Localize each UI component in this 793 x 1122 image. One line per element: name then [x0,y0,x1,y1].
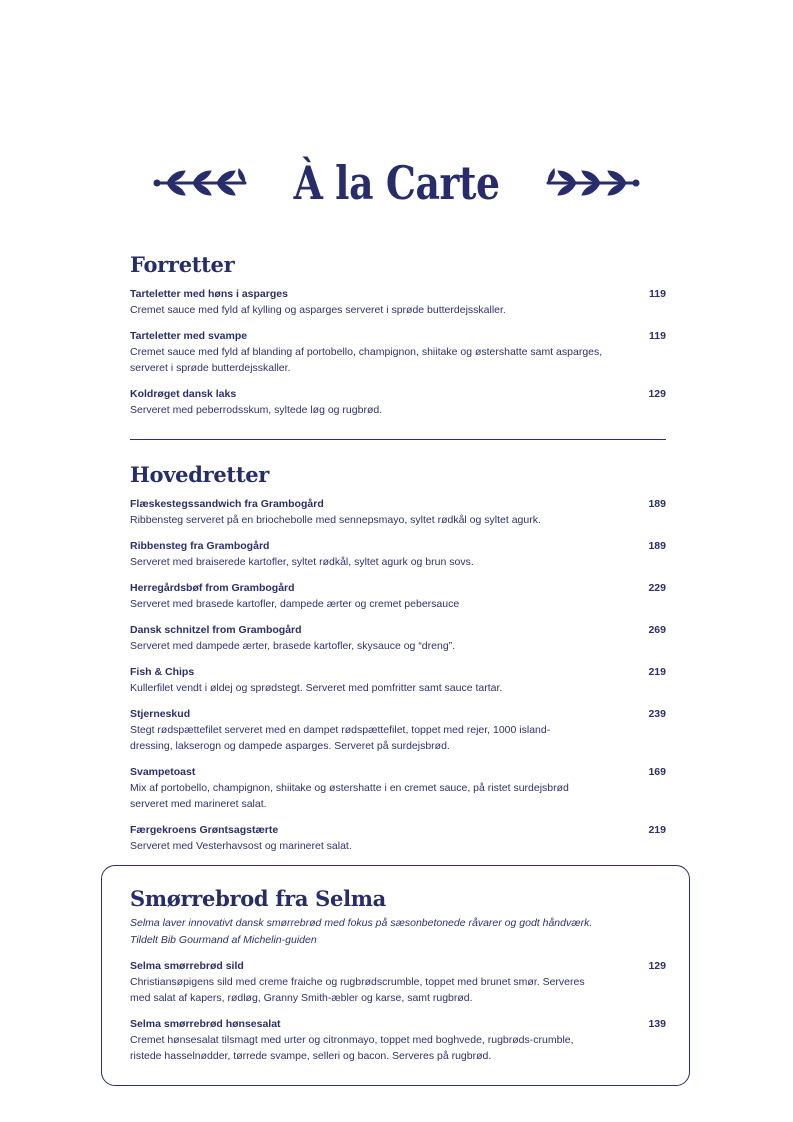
item-description: Serveret med dampede ærter, brasede kartofler, skysauce og “dreng”. [130,640,456,652]
menu-item [130,765,666,812]
item-price: 189 [648,498,666,510]
menu-item [130,623,666,654]
item-price: 139 [648,1018,666,1030]
item-name: Færgekroens Grøntsagstærte [130,824,279,836]
item-description: Christiansøpigens sild med creme fraiche og rugbrødscrumble, toppet med brunet smør. Serveres med salat af kapers, rødløg, Granny Smith-æbler og karse, samt rugbrød. [130,976,585,1004]
item-name: Dansk schnitzel from Grambogård [130,624,302,636]
item-description: Serveret med Vesterhavsost og marineret salat. [130,840,352,852]
item-price: 119 [649,330,666,342]
item-description: Cremet sauce med fyld af kylling og asparges serveret i sprøde butterdejsskaller. [130,304,506,316]
item-price: 239 [648,708,666,720]
item-price: 229 [648,582,666,594]
item-description: Stegt rødspættefilet serveret med en dampet rødspættefilet, toppet med rejer, 1000 island-dressing, lakserogn og dampede asparges. Serveret på surdejsbrød. [130,724,551,752]
section-forretter [130,252,666,429]
item-name: Tarteletter med svampe [130,330,248,342]
item-price: 169 [648,766,666,778]
item-description: Kullerfilet vendt i øldej og sprødstegt. Serveret med pomfritter samt sauce tartar. [130,682,503,694]
menu-item [130,497,666,528]
laurel-right-icon [544,163,640,203]
item-description: Cremet sauce med fyld af blanding af portobello, champignon, shiitake og østershatte samt asparges, serveret i sprøde butterdejsskaller. [130,346,603,374]
item-name: Herregårdsbøf from Grambogård [130,582,295,594]
menu-item [130,329,666,376]
item-price: 269 [648,624,666,636]
section-heading: Hovedretter [130,462,270,487]
menu-item [130,959,666,1006]
section-smorrebrod [130,886,666,1075]
section-divider [130,439,666,440]
item-price: 129 [648,388,666,400]
menu-item [130,387,666,418]
item-name: Koldrøget dansk laks [130,388,237,400]
item-price: 219 [648,824,666,836]
item-name: Svampetoast [130,766,196,778]
page-title: À la Carte [293,156,500,210]
item-description: Ribbensteg serveret på en briochebolle med sennepsmayo, syltet rødkål og syltet agurk. [130,514,541,526]
item-name: Ribbensteg fra Grambogård [130,540,270,552]
item-description: Mix af portobello, champignon, shiitake og østershatte i en cremet sauce, på ristet surdejsbrød serveret med marineret salat. [130,782,569,810]
section-heading: Smørrebrod fra Selma [130,886,386,911]
title-row [0,148,793,218]
menu-item [130,539,666,570]
item-name: Stjerneskud [130,708,191,720]
item-description: Serveret med brasede kartofler, dampede ærter og cremet pebersauce [130,598,460,610]
laurel-left-icon [153,163,249,203]
item-name: Selma smørrebrød hønsesalat [130,1018,281,1030]
section-intro: Selma laver innovativt dansk smørrebrød med fokus på sæsonbetonede råvarer og godt håndværk. Tildelt Bib Gourmand af Michelin-guiden [130,917,593,946]
item-description: Serveret med braiserede kartofler, syltet rødkål, syltet agurk og brun sovs. [130,556,474,568]
menu-item [130,287,666,318]
menu-item [130,1017,666,1064]
item-price: 219 [648,666,666,678]
item-description: Cremet hønsesalat tilsmagt med urter og citronmayo, toppet med boghvede, rugbrøds-crumble, ristede hasselnødder, tørrede svampe, selleri og bacon. Serveres på rugbrød. [130,1034,574,1062]
item-name: Tarteletter med høns i asparges [130,288,288,300]
section-heading: Forretter [130,252,235,277]
item-price: 129 [648,960,666,972]
menu-item [130,707,666,754]
menu-item [130,665,666,696]
item-price: 189 [648,540,666,552]
item-name: Selma smørrebrød sild [130,960,244,972]
item-price: 119 [649,288,666,300]
item-name: Flæskestegssandwich fra Grambogård [130,498,324,510]
item-name: Fish & Chips [130,666,195,678]
section-hovedretter [130,462,666,865]
menu-item [130,581,666,612]
item-description: Serveret med peberrodsskum, syltede løg og rugbrød. [130,404,383,416]
menu-item [130,823,666,854]
